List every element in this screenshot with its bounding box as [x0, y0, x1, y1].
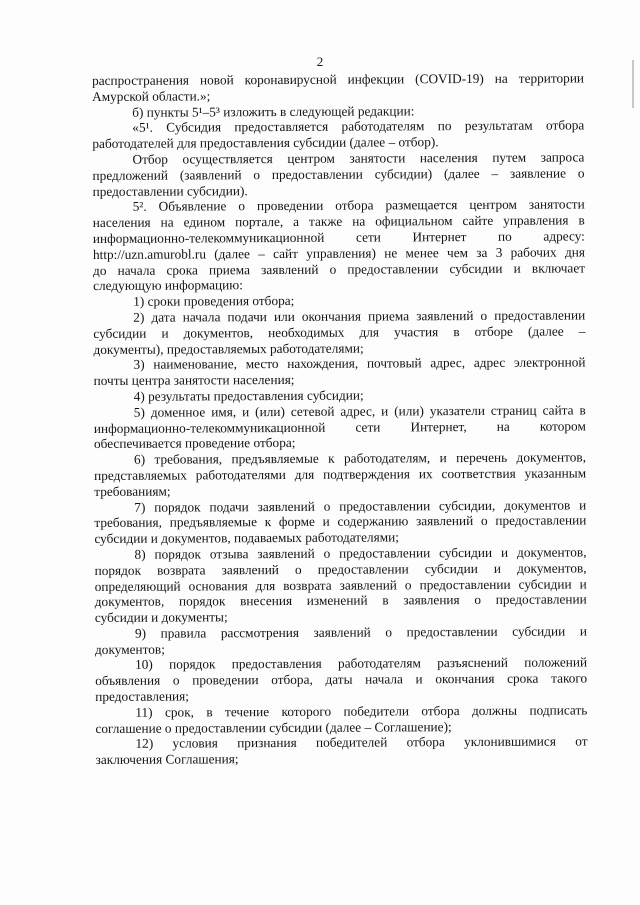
text-line: представляемых работодателями для подтверждения их соответствия указанным	[94, 465, 587, 483]
text-line: документы), предоставляемых работодателями;	[93, 340, 364, 357]
text-line: требования, предъявляемые к форме и содержанию заявлений о предоставлении	[94, 512, 587, 531]
text-line: определяющий основания для возврата заявлений о предоставлении субсидии и	[94, 575, 587, 594]
text-line: документов, порядок внесения изменений в заявления о предоставлении	[94, 591, 587, 610]
text-line: 12) условия признания победителей отбора уклонившимися от	[135, 733, 588, 752]
text-line: 7) порядок подачи заявлений о предоставлении субсидии, документов и	[134, 496, 587, 515]
page-number: 2	[316, 54, 324, 69]
document-body	[92, 70, 588, 768]
text-line: б) пункты 5¹–5³ изложить в следующей редакции:	[132, 102, 415, 120]
text-line: работодателей для предоставления субсидии (далее – отбор).	[92, 134, 439, 152]
text-line: 9) правила рассмотрения заявлений о предоставлении субсидии и	[134, 623, 587, 641]
text-line: объявления о проведении отбора, даты начала и окончания срока такого	[95, 670, 588, 689]
text-line: предложений (заявлений о предоставлении субсидии) (далее – заявление о	[92, 165, 585, 183]
text-line: 1) сроки проведения отбора;	[133, 293, 295, 309]
text-line: 10) порядок предоставления работодателям разъяснений положений	[135, 654, 588, 673]
text-line: 5) доменное имя, и (или) сетевой адрес, и (или) указатели страниц сайта в	[133, 402, 586, 420]
text-line: документов;	[94, 641, 165, 657]
text-line: «5¹. Субсидия предоставляется работодателям по результатам отбора	[132, 117, 585, 136]
text-line: 6) требования, предъявляемые к работодателям, и перечень документов,	[133, 449, 587, 467]
text-line: следующую информацию:	[93, 277, 243, 294]
text-line: 3) наименование, место нахождения, почтовый адрес, адрес электронной	[133, 354, 586, 373]
text-line: 5². Объявление о проведении отбора размещается центром занятости	[132, 196, 585, 215]
text-line: субсидии и документы;	[94, 609, 228, 626]
text-line: обеспечивается проведение отбора;	[93, 435, 296, 452]
text-line: соглашение о предоставлении субсидии (далее – Соглашение);	[95, 718, 452, 736]
text-line: информационно-телекоммуникационной сети Интернет по адресу:	[92, 228, 585, 246]
text-line: субсидии и документов, необходимых для участия в отборе (далее –	[93, 323, 586, 341]
text-line: населения на едином портале, а также на официальном сайте управления в	[92, 212, 585, 231]
scan-edge-mark	[632, 60, 634, 108]
text-line: субсидии и документов, подаваемых работодателями;	[94, 529, 400, 547]
text-line: до начала срока приема заявлений о предоставлении субсидии и включает	[92, 259, 586, 278]
text-line: требованиям;	[94, 483, 171, 499]
text-line: http://uzn.amurobl.ru (далее – сайт управления) не менее чем за 3 рабочих дня	[92, 244, 585, 262]
text-line: Амурской области.»;	[92, 88, 211, 104]
text-line: почты центра занятости населения;	[93, 372, 295, 389]
text-line: 11) срок, в течение которого победители отбора должны подписать	[135, 702, 588, 720]
text-line: информационно-телекоммуникационной сети Интернет, на котором	[93, 417, 586, 436]
text-line: 4) результаты предоставления субсидии;	[133, 387, 364, 404]
text-line: распространения новой коронавирусной инфекции (COVID-19) на территории	[92, 70, 585, 88]
text-line: 2) дата начала подачи или окончания приема заявлений о предоставлении	[133, 307, 586, 325]
text-line: предоставления;	[95, 688, 190, 705]
text-line: заключения Соглашения;	[95, 751, 239, 768]
text-line: 8) порядок отзыва заявлений о предоставлении субсидии и документов,	[134, 544, 587, 562]
text-line: Отбор осуществляется центром занятости населения путем запроса	[132, 149, 585, 167]
text-line: предоставлении субсидии).	[92, 182, 248, 199]
text-line: порядок возврата заявлений о предоставлении субсидии и документов,	[94, 560, 587, 578]
